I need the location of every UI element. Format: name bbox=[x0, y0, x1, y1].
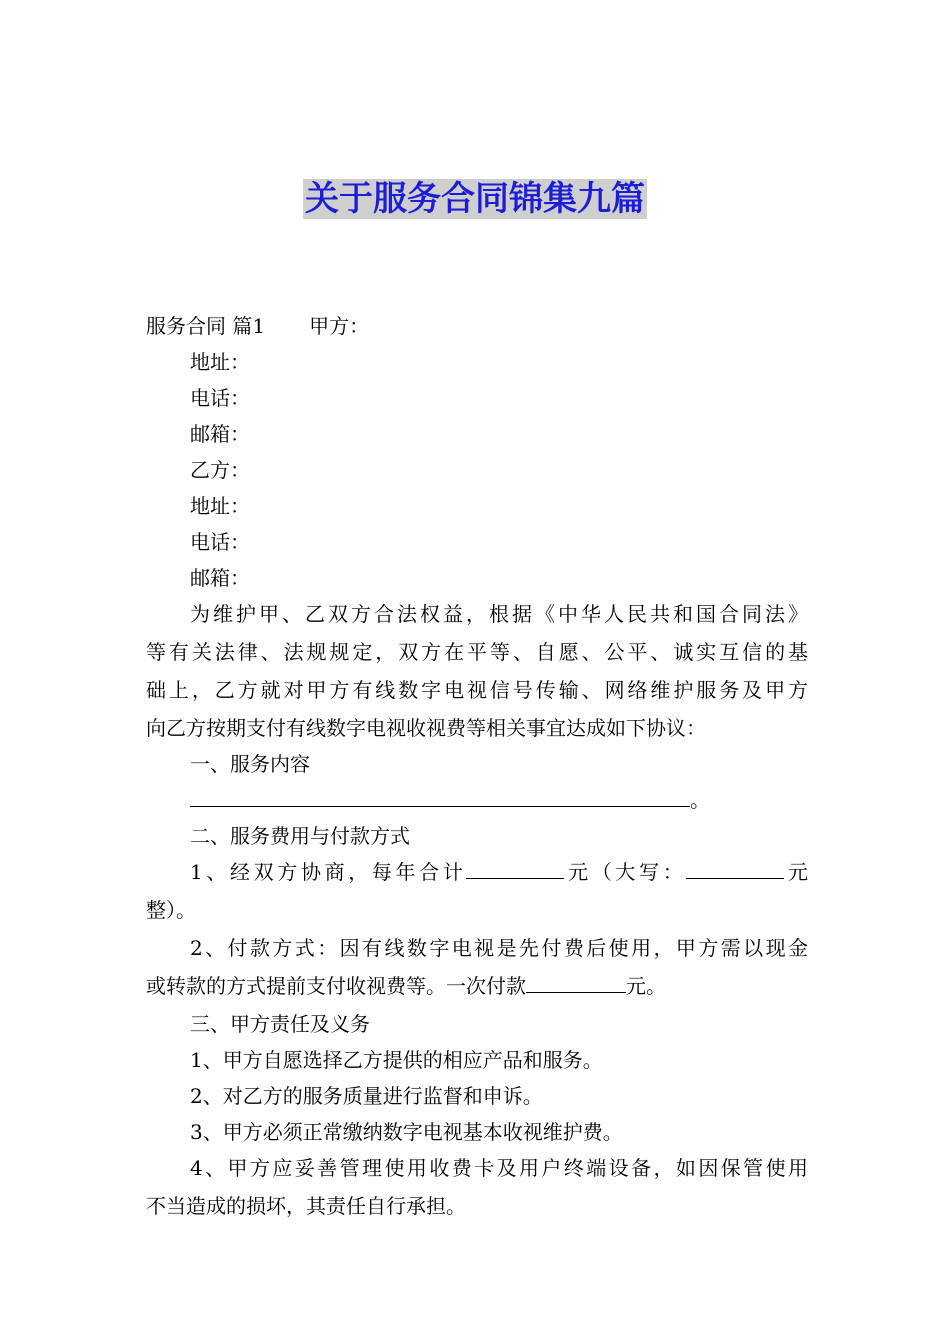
single-payment-blank[interactable] bbox=[526, 972, 626, 993]
article-label: 服务合同 篇1 bbox=[146, 314, 266, 338]
party-a-address: 地址： bbox=[190, 350, 250, 374]
party-b-email: 邮箱： bbox=[190, 566, 250, 590]
fee-item-text-a: 1、经双方协商，每年合计 bbox=[190, 860, 467, 884]
payment-method-text-a: 或转款的方式提前支付收视费等。一次付款 bbox=[146, 974, 526, 998]
party-a-label: 甲方： bbox=[309, 314, 370, 338]
fee-item-line-2: 整）。 bbox=[146, 898, 196, 922]
party-a-duty-2: 2、对乙方的服务质量进行监督和申诉。 bbox=[190, 1084, 543, 1108]
party-a-duty-4-line-2: 不当造成的损坏，其责任自行承担。 bbox=[146, 1194, 466, 1218]
annual-fee-words-blank[interactable] bbox=[686, 858, 784, 879]
party-b-address: 地址： bbox=[190, 494, 250, 518]
party-a-duty-4-line-1: 4、甲方应妥善管理使用收费卡及用户终端设备，如因保管使用 bbox=[190, 1156, 808, 1180]
service-content-blank[interactable] bbox=[190, 786, 690, 807]
intro-line-2: 等有关法律、法规规定，双方在平等、自愿、公平、诚实互信的基 bbox=[146, 640, 808, 664]
party-a-duty-1: 1、甲方自愿选择乙方提供的相应产品和服务。 bbox=[190, 1048, 603, 1072]
annual-fee-blank[interactable] bbox=[466, 858, 564, 879]
payment-method-line-2 bbox=[146, 970, 666, 999]
party-b-label: 乙方： bbox=[190, 458, 250, 482]
section-3-heading: 三、甲方责任及义务 bbox=[190, 1012, 370, 1036]
section-1-heading: 一、服务内容 bbox=[190, 752, 310, 776]
service-content-line bbox=[190, 784, 710, 813]
fee-item-text-c: 元 bbox=[784, 860, 809, 884]
party-a-duty-3: 3、甲方必须正常缴纳数字电视基本收视维护费。 bbox=[190, 1120, 623, 1144]
document-title-text: 关于服务合同锦集九篇 bbox=[305, 179, 645, 219]
payment-method-text-b: 元。 bbox=[626, 974, 666, 998]
article-header bbox=[146, 310, 369, 339]
payment-method-line-1: 2、付款方式：因有线数字电视是先付费后使用，甲方需以现金 bbox=[190, 936, 808, 960]
intro-line-3: 础上，乙方就对甲方有线数字电视信号传输、网络维护服务及甲方 bbox=[146, 678, 808, 702]
fee-item-line-1 bbox=[190, 856, 808, 885]
intro-line-4: 向乙方按期支付有线数字电视收视费等相关事宜达成如下协议： bbox=[146, 716, 706, 740]
fee-item-text-b: 元（大写： bbox=[564, 860, 687, 884]
party-a-email: 邮箱： bbox=[190, 422, 250, 446]
party-a-phone: 电话： bbox=[190, 386, 250, 410]
service-content-end: 。 bbox=[690, 788, 710, 812]
document-title bbox=[0, 176, 950, 222]
intro-line-1: 为维护甲、乙双方合法权益，根据《中华人民共和国合同法》 bbox=[190, 602, 808, 626]
party-b-phone: 电话： bbox=[190, 530, 250, 554]
section-2-heading: 二、服务费用与付款方式 bbox=[190, 824, 410, 848]
